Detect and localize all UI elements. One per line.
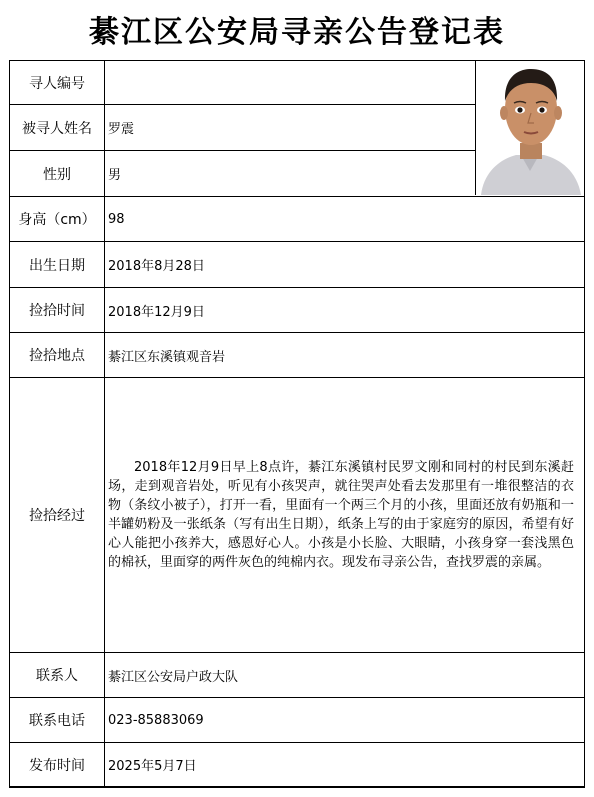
row-phone [10, 698, 584, 743]
found-place-label: 捡拾地点 [10, 333, 105, 377]
gender-label: 性别 [10, 151, 105, 196]
phone-value: 023-85883069 [108, 712, 204, 728]
contact-label: 联系人 [10, 653, 105, 697]
form-title: 綦江区公安局寻亲公告登记表 [89, 15, 505, 50]
found-time-label: 捡拾时间 [10, 288, 105, 332]
child-photo [475, 61, 584, 195]
height-label: 身高（cm） [10, 197, 105, 241]
phone-label: 联系电话 [10, 698, 105, 742]
row-publish [10, 743, 584, 787]
height-value: 98 [108, 211, 125, 227]
id-label: 寻人编号 [10, 61, 105, 104]
found-time-value: 2018年12月9日 [108, 304, 205, 320]
row-contact [10, 653, 584, 698]
row-height [10, 197, 584, 242]
row-found-time [10, 288, 584, 333]
name-value: 罗震 [108, 122, 135, 137]
row-found-place [10, 333, 584, 378]
found-place-value: 綦江区东溪镇观音岩 [108, 349, 226, 365]
story-text: 2018年12月9日早上8点许，綦江东溪镇村民罗文刚和同村的村民到东溪赶场，走到观音岩处，听见有小孩哭声，就往哭声处看去发那里有一堆很整洁的衣物（条纹小被子），打开一看，里面有一个两三个月的小孩，里面还放有奶瓶和一半罐奶粉及一张纸条（写有出生日期），纸条上写的由于家庭穷的原因，希望有好心人能把小孩养大，感恩好心人。小孩是小长脸、大眼睛，小孩身穿一套浅黑色的棉袄，里面穿的两件灰色的纯棉内衣。现发布寻亲公告，查找罗震的亲属。 [108, 460, 574, 570]
birth-value: 2018年8月28日 [108, 259, 205, 274]
row-birth [10, 242, 584, 288]
gender-value: 男 [108, 168, 122, 183]
row-story [10, 378, 584, 653]
registration-form [9, 60, 585, 788]
publish-label: 发布时间 [10, 743, 105, 786]
story-label: 捡拾经过 [10, 378, 105, 652]
birth-label: 出生日期 [10, 242, 105, 287]
contact-value: 綦江区公安局户政大队 [108, 669, 239, 685]
name-label: 被寻人姓名 [10, 105, 105, 150]
publish-value: 2025年5月7日 [108, 759, 197, 774]
